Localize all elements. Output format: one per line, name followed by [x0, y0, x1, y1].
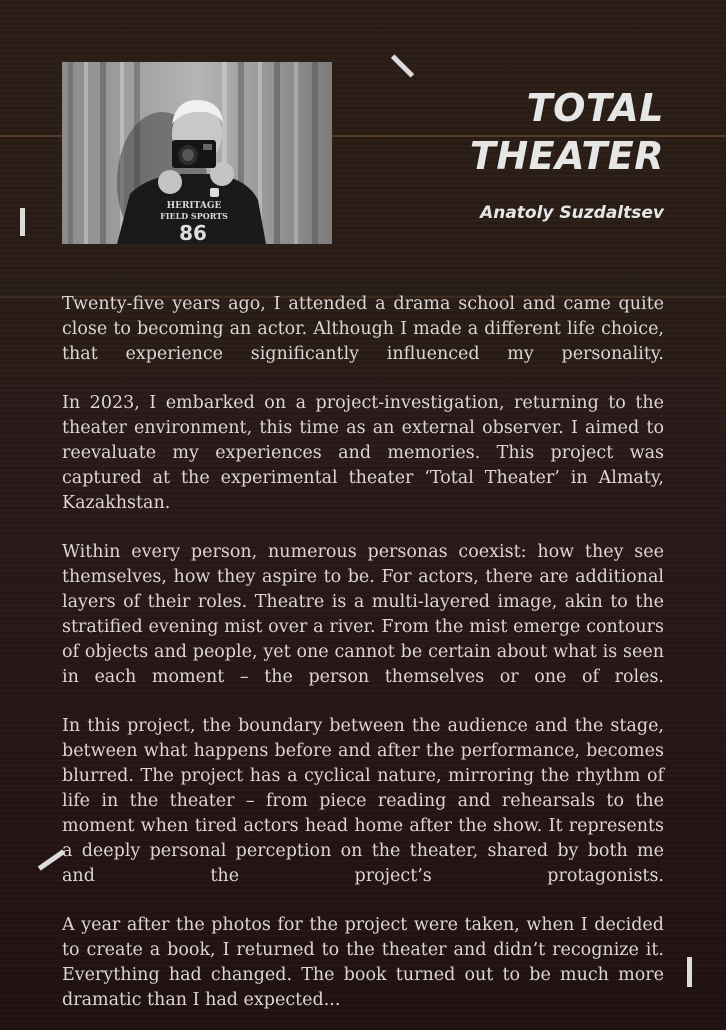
page-title: [470, 84, 664, 180]
decorative-tick: [20, 208, 25, 236]
paragraph: Twenty-five years ago, I attended a drama school and came quite close to becoming an actor. Although I made a different life choice, that experience significantly influenced my personality.: [62, 294, 664, 364]
paragraph: Within every person, numerous personas coexist: how they see themselves, how they aspire to be. For actors, there are additional layers of their roles. Theatre is a multi-layered image, akin to the stratified evening mist over a river. From the mist emerge contours of objects and people, yet one cannot be certain about what is seen in each moment – the person themselves or one of roles.: [62, 542, 664, 687]
shirt-number: 86: [179, 221, 207, 244]
title-line: TOTAL: [526, 86, 664, 130]
paragraph: In this project, the boundary between the audience and the stage, between what happens before and after the performance, becomes blurred. The project has a cyclical nature, mirroring the rhythm of life in the theater – from piece reading and rehearsals to the moment when tired actors head home after the show. It represents a deeply personal perception on the theater, shared by both me and the project’s protagonists.: [62, 716, 664, 886]
title-line: THEATER: [469, 134, 664, 178]
decorative-tick: [687, 957, 692, 987]
author-name: Anatoly Suzdaltsev: [480, 203, 664, 223]
shirt-text: HERITAGE: [166, 201, 222, 211]
body-text: [62, 292, 664, 1030]
paragraph: A year after the photos for the project were taken, when I decided to create a book, I returned to the theater and didn’t recognize it. Everything had changed. The book turned out to be much more dramatic than I had expected...: [62, 915, 664, 1010]
paragraph: In 2023, I embarked on a project-investigation, returning to the theater environment, this time as an external observer. I aimed to reevaluate my experiences and memories. This project was captured at the experimental theater ‘Total Theater’ in Almaty, Kazakhstan.: [62, 393, 664, 513]
decorative-tick: [391, 54, 414, 77]
shirt-text: FIELD SPORTS: [160, 211, 228, 221]
author-photo: [62, 62, 332, 244]
